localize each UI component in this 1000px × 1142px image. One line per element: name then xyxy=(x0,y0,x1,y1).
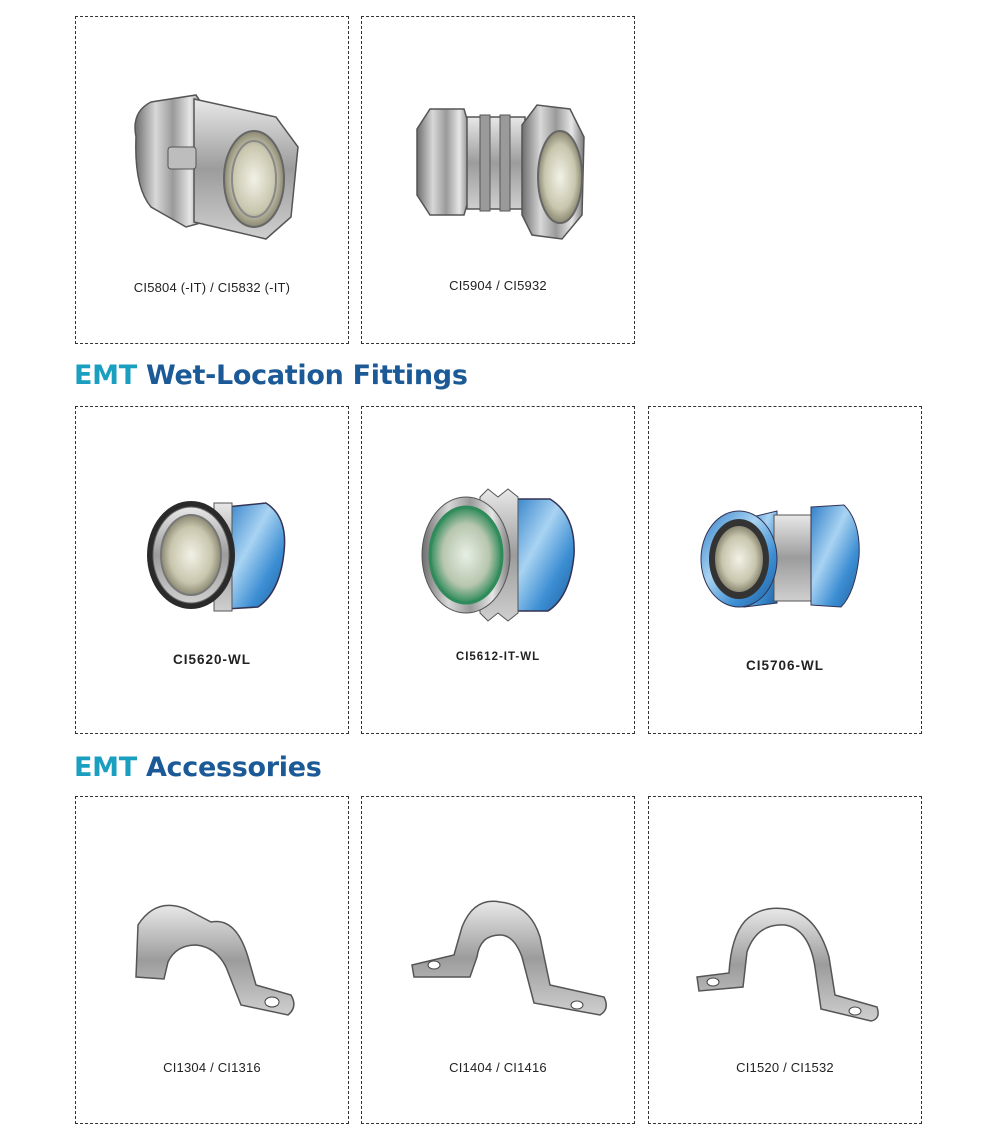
product-code: CI5706-WL xyxy=(745,658,825,673)
product-card xyxy=(648,796,922,1124)
wet-location-coupling-icon xyxy=(649,407,923,735)
product-card xyxy=(361,406,635,734)
product-card xyxy=(361,16,635,344)
section-heading-wet-location: EMT Wet-Location Fittings xyxy=(74,360,468,391)
section-heading-accessories: EMT Accessories xyxy=(74,752,322,783)
product-code: CI1304 / CI1316 xyxy=(163,1060,261,1075)
product-code: CI5620-WL xyxy=(172,652,252,667)
wet-location-insulated-connector-icon xyxy=(362,407,636,735)
wet-location-connector-icon xyxy=(76,407,350,735)
two-hole-light-strap-icon xyxy=(649,797,923,1125)
product-code: CI5612-IT-WL xyxy=(455,651,541,663)
product-card xyxy=(648,406,922,734)
two-hole-strap-icon xyxy=(362,797,636,1125)
product-code: CI1520 / CI1532 xyxy=(736,1060,834,1075)
one-hole-strap-icon xyxy=(76,797,350,1125)
product-card xyxy=(75,796,349,1124)
emt-compression-coupling-icon xyxy=(362,17,636,345)
emt-compression-connector-icon xyxy=(76,17,350,345)
product-card xyxy=(361,796,635,1124)
product-code: CI5804 (-IT) / CI5832 (-IT) xyxy=(133,280,291,295)
product-card xyxy=(75,406,349,734)
product-code: CI5904 / CI5932 xyxy=(449,278,547,293)
product-card xyxy=(75,16,349,344)
product-code: CI1404 / CI1416 xyxy=(449,1060,547,1075)
